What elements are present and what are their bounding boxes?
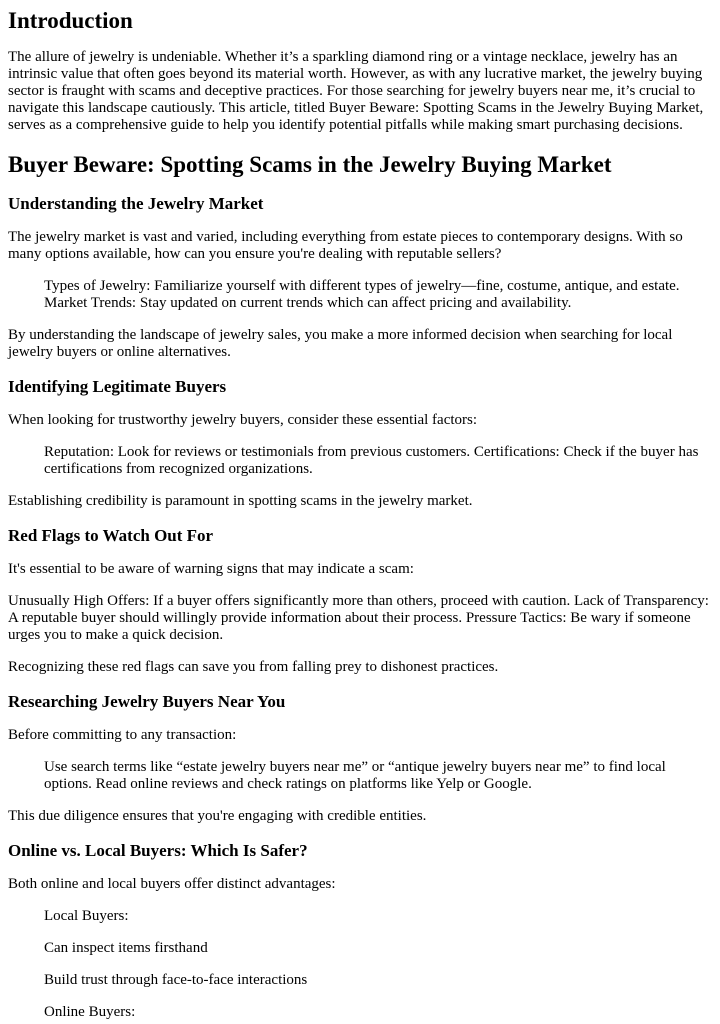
intro-heading: Introduction — [8, 8, 133, 33]
legitimate-heading: Identifying Legitimate Buyers — [8, 377, 227, 396]
understanding-indented: Types of Jewelry: Familiarize yourself with different types of jewelry—fine, costume, antique, and estate. Market Trends: Stay updated on current trends which can affect pricing and availability. — [44, 278, 680, 311]
article — [0, 7, 720, 1021]
researching-indented: Use search terms like “estate jewelry buyers near me” or “antique jewelry buyers near me” to find local options. Read online reviews and check ratings on platforms like Yelp or Google. — [44, 759, 666, 792]
legitimate-indented: Reputation: Look for reviews or testimonials from previous customers. Certifications: Check if the buyer has certifications from recognized organizations. — [44, 444, 699, 477]
online-vs-local-heading: Online vs. Local Buyers: Which Is Safer? — [8, 841, 308, 860]
list-item: Can inspect items firsthand — [44, 940, 208, 956]
red-flags-body: Unusually High Offers: If a buyer offers significantly more than others, proceed with caution. Lack of Transparency: A reputable buyer should willingly provide information about their process. Pressure Tactics: Be wary if someone urges you to make a quick decision. — [8, 593, 709, 643]
researching-heading: Researching Jewelry Buyers Near You — [8, 692, 286, 711]
article-title: Buyer Beware: Spotting Scams in the Jewelry Buying Market — [8, 152, 612, 177]
intro-paragraph: The allure of jewelry is undeniable. Whether it’s a sparkling diamond ring or a vintage necklace, jewelry has an intrinsic value that often goes beyond its material worth. However, as with any lucrative market, the jewelry buying sector is fraught with scams and deceptive practices. For those searching for jewelry buyers near me, it’s crucial to navigate this landscape cautiously. This article, titled Buyer Beware: Spotting Scams in the Jewelry Buying Market, serves as a comprehensive guide to help you identify potential pitfalls while making smart purchasing decisions. — [8, 49, 704, 133]
researching-outro: This due diligence ensures that you're engaging with credible entities. — [8, 808, 427, 824]
list-item: Online Buyers: — [44, 1004, 136, 1020]
legitimate-outro: Establishing credibility is paramount in spotting scams in the jewelry market. — [8, 493, 473, 509]
red-flags-outro: Recognizing these red flags can save you from falling prey to dishonest practices. — [8, 659, 499, 675]
list-item: Local Buyers: — [44, 908, 129, 924]
red-flags-intro: It's essential to be aware of warning signs that may indicate a scam: — [8, 561, 414, 577]
understanding-outro: By understanding the landscape of jewelry sales, you make a more informed decision when searching for local jewelry buyers or online alternatives. — [8, 327, 673, 360]
understanding-heading: Understanding the Jewelry Market — [8, 194, 264, 213]
understanding-intro: The jewelry market is vast and varied, including everything from estate pieces to contemporary designs. With so many options available, how can you ensure you're dealing with reputable sellers? — [8, 229, 683, 262]
online-vs-local-intro: Both online and local buyers offer distinct advantages: — [8, 876, 336, 892]
red-flags-heading: Red Flags to Watch Out For — [8, 526, 214, 545]
legitimate-intro: When looking for trustworthy jewelry buyers, consider these essential factors: — [8, 412, 478, 428]
list-item: Build trust through face-to-face interactions — [44, 972, 308, 988]
researching-intro: Before committing to any transaction: — [8, 727, 237, 743]
